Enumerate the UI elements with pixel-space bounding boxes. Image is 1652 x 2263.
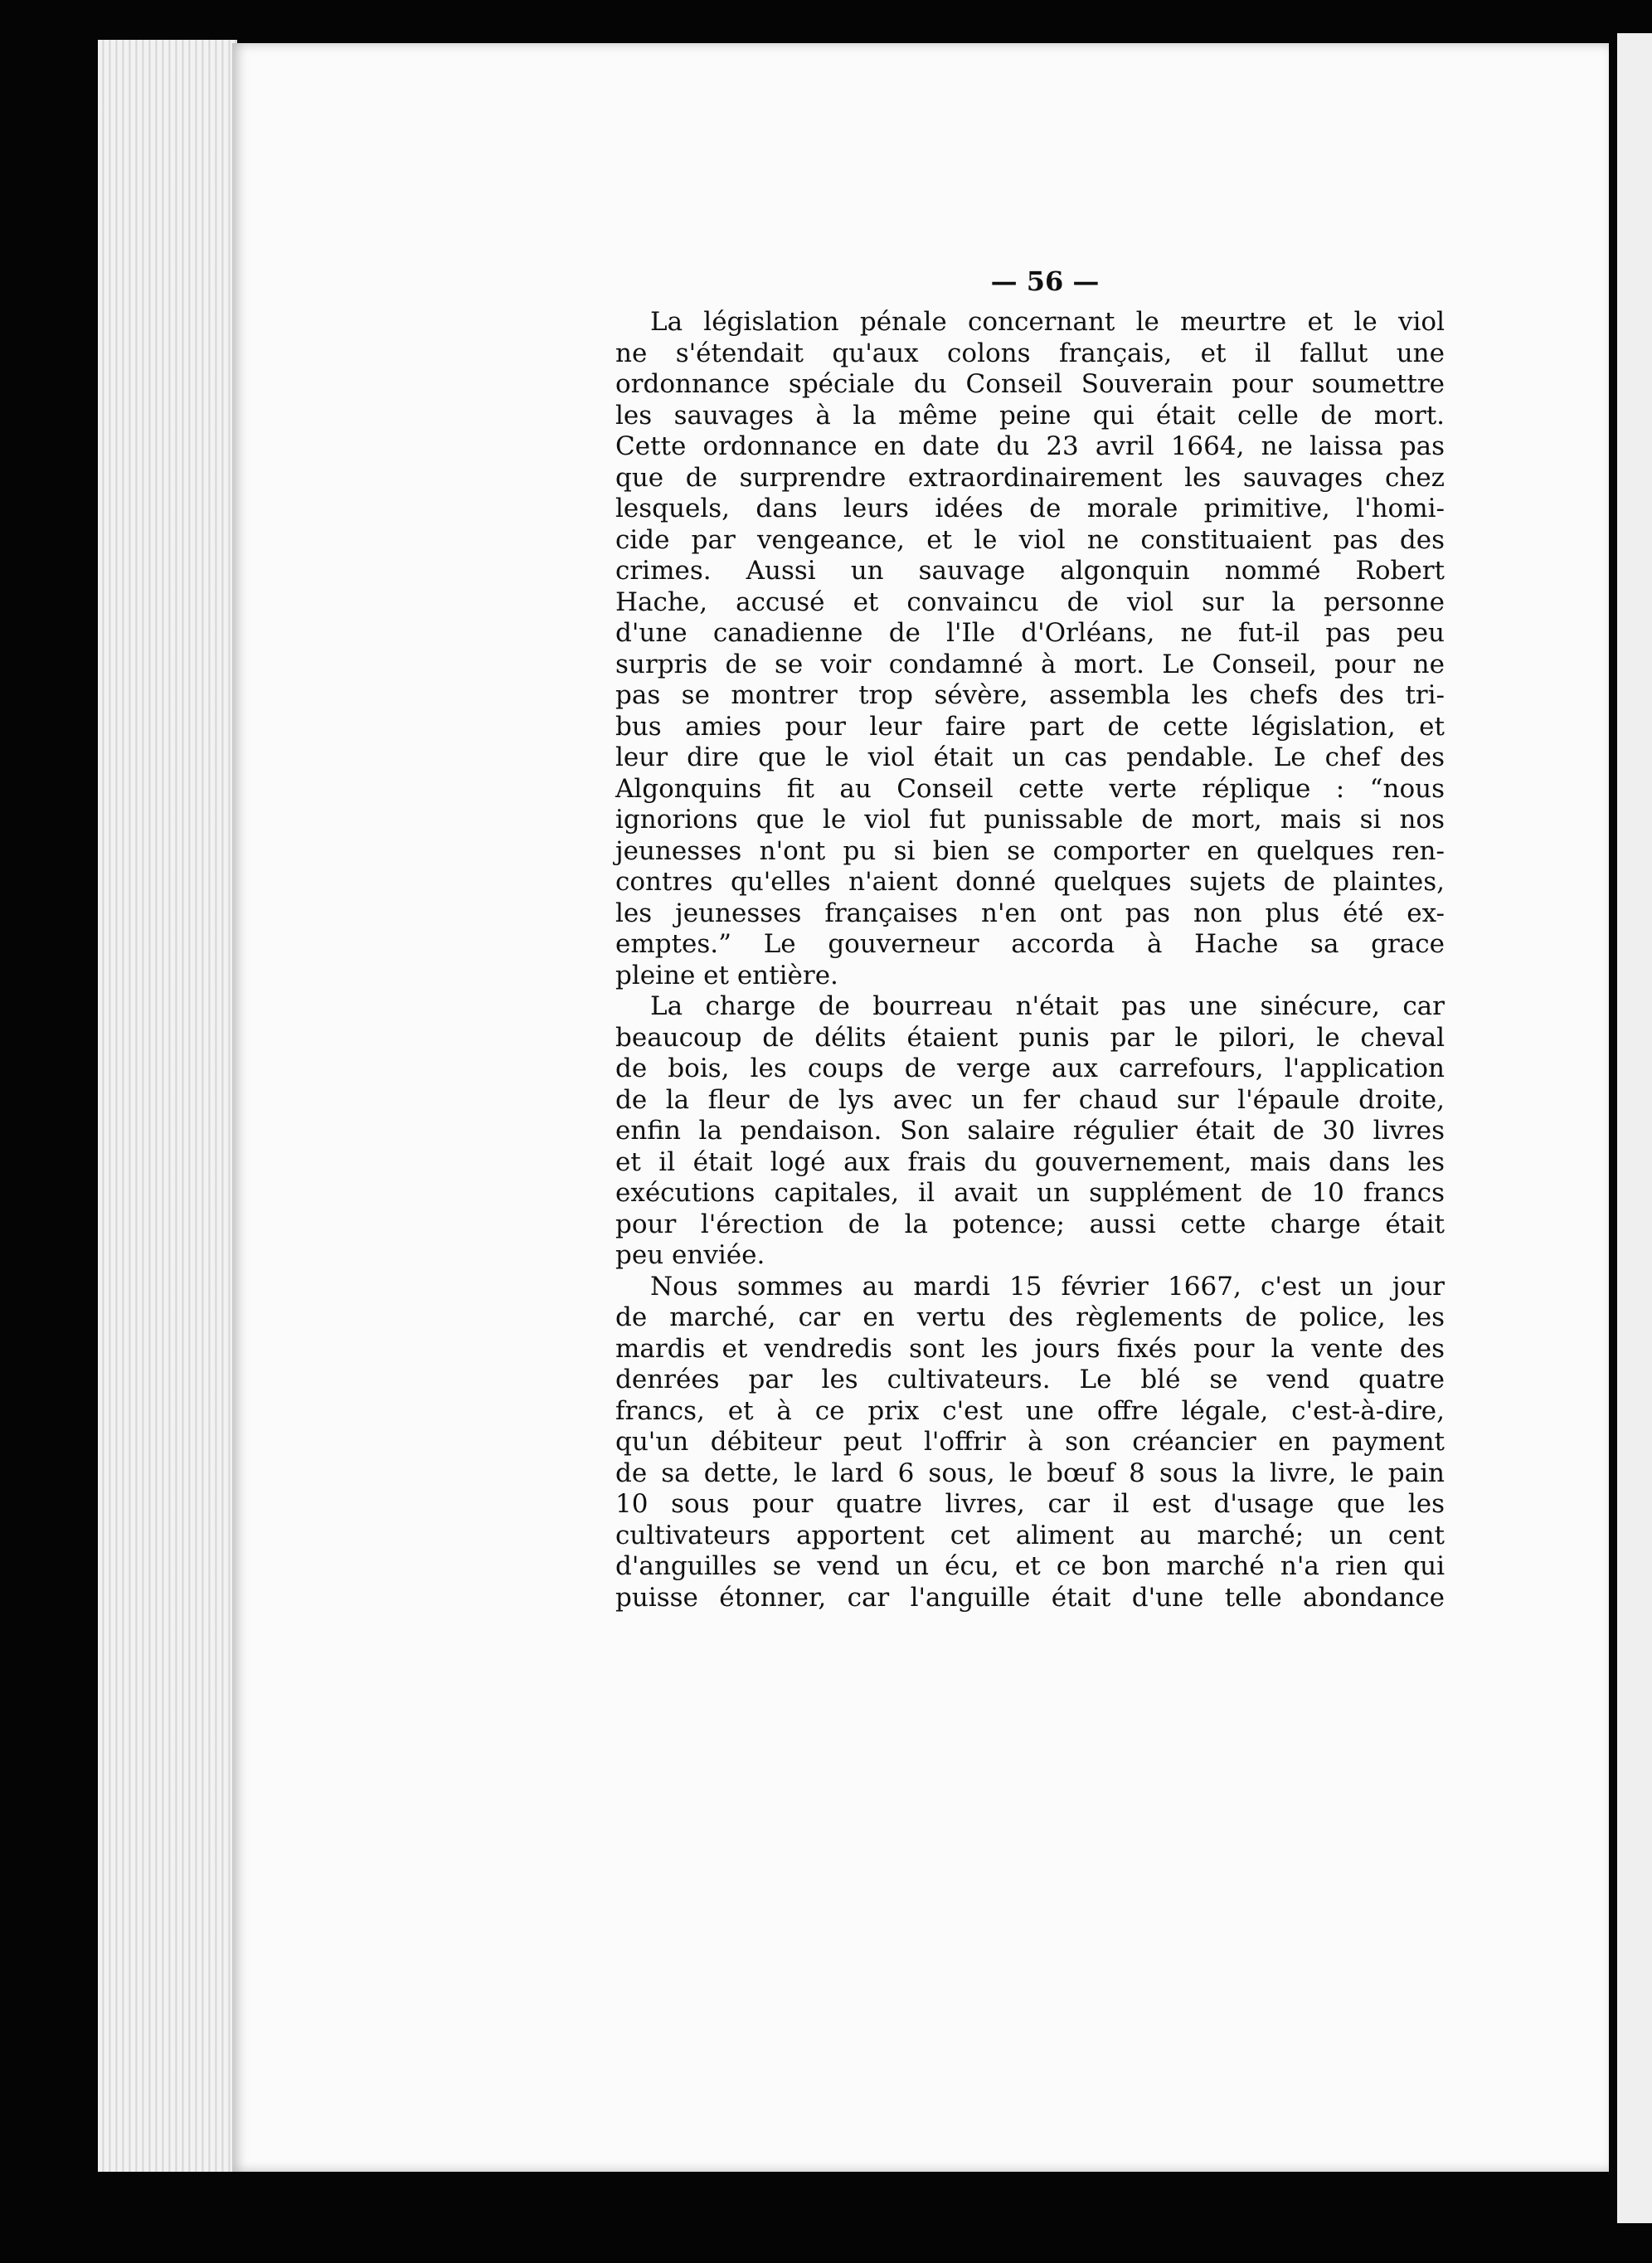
text-line: que de surprendre extraordinairement les sauvages chez: [615, 462, 1445, 493]
text-line: crimes. Aussi un sauvage algonquin nommé Robert: [615, 556, 1445, 586]
text-line: surpris de se voir condamné à mort. Le Conseil, pour ne: [615, 649, 1445, 679]
text-line: denrées par les cultivateurs. Le blé se vend quatre: [615, 1365, 1445, 1394]
text-line: Cette ordonnance en date du 23 avril 1664, ne laissa pas: [615, 431, 1445, 461]
text-line: lesquels, dans leurs idées de morale primitive, l'homi-: [615, 494, 1445, 523]
text-line: peu enviée.: [615, 1240, 765, 1270]
text-line: de marché, car en vertu des règlements de police, les: [615, 1302, 1445, 1332]
text-line: cultivateurs apportent cet aliment au marché; un cent: [615, 1520, 1445, 1550]
text-line: emptes.” Le gouverneur accorda à Hache sa grace: [615, 929, 1445, 959]
text-line: Hache, accusé et convaincu de viol sur la personne: [615, 586, 1445, 617]
text-line: et il était logé aux frais du gouvernement, mais dans les: [615, 1146, 1445, 1177]
text-line: mardis et vendredis sont les jours fixés pour la vente des: [615, 1333, 1445, 1364]
text-line: La charge de bourreau n'était pas une sinécure, car: [650, 991, 1445, 1021]
text-line: francs, et à ce prix c'est une offre légale, c'est-à-dire,: [615, 1395, 1445, 1426]
text-line: exécutions capitales, il avait un supplément de 10 francs: [615, 1178, 1445, 1208]
text-line: puisse étonner, car l'anguille était d'une telle abondance: [615, 1582, 1445, 1613]
body-text: [615, 307, 1445, 1613]
text-line: contres qu'elles n'aient donné quelques sujets de plaintes,: [615, 867, 1445, 897]
book-page-edges: [98, 40, 237, 2172]
text-line: qu'un débiteur peut l'offrir à son créancier en payment: [615, 1427, 1445, 1457]
text-line: enfin la pendaison. Son salaire régulier était de 30 livres: [615, 1116, 1445, 1146]
text-line: les sauvages à la même peine qui était celle de mort.: [615, 400, 1445, 431]
text-line: pleine et entière.: [615, 960, 838, 990]
text-line: de bois, les coups de verge aux carrefours, l'application: [615, 1054, 1445, 1083]
text-line: jeunesses n'ont pu si bien se comporter en quelques ren-: [615, 835, 1445, 866]
text-line: ne s'étendait qu'aux colons français, et il fallut une: [615, 338, 1445, 368]
text-line: d'anguilles se vend un écu, et ce bon marché n'a rien qui: [615, 1551, 1445, 1581]
text-line: d'une canadienne de l'Ile d'Orléans, ne fut-il pas peu: [615, 618, 1445, 648]
text-line: de sa dette, le lard 6 sous, le bœuf 8 sous la livre, le pain: [615, 1458, 1445, 1488]
page-number: — 56 —: [990, 265, 1100, 297]
text-line: cide par vengeance, et le viol ne constituaient pas des: [615, 524, 1445, 555]
text-line: bus amies pour leur faire part de cette législation, et: [615, 711, 1445, 742]
text-line: les jeunesses françaises n'en ont pas non plus été ex-: [615, 898, 1445, 928]
text-line: pour l'érection de la potence; aussi cette charge était: [615, 1209, 1445, 1239]
text-line: pas se montrer trop sévère, assembla les chefs des tri-: [615, 680, 1445, 710]
text-line: ignorions que le viol fut punissable de mort, mais si nos: [615, 805, 1445, 835]
text-line: beaucoup de délits étaient punis par le pilori, le cheval: [615, 1022, 1445, 1053]
text-line: La législation pénale concernant le meurtre et le viol: [650, 307, 1445, 337]
text-line: Nous sommes au mardi 15 février 1667, c'est un jour: [650, 1271, 1445, 1302]
text-line: Algonquins fit au Conseil cette verte réplique : “nous: [615, 773, 1445, 804]
text-line: 10 sous pour quatre livres, car il est d'usage que les: [615, 1489, 1445, 1519]
text-line: de la fleur de lys avec un fer chaud sur l'épaule droite,: [615, 1084, 1445, 1115]
text-line: leur dire que le viol était un cas pendable. Le chef des: [615, 742, 1445, 772]
facing-page-edge: [1617, 33, 1652, 2223]
text-line: ordonnance spéciale du Conseil Souverain pour soumettre: [615, 369, 1445, 399]
